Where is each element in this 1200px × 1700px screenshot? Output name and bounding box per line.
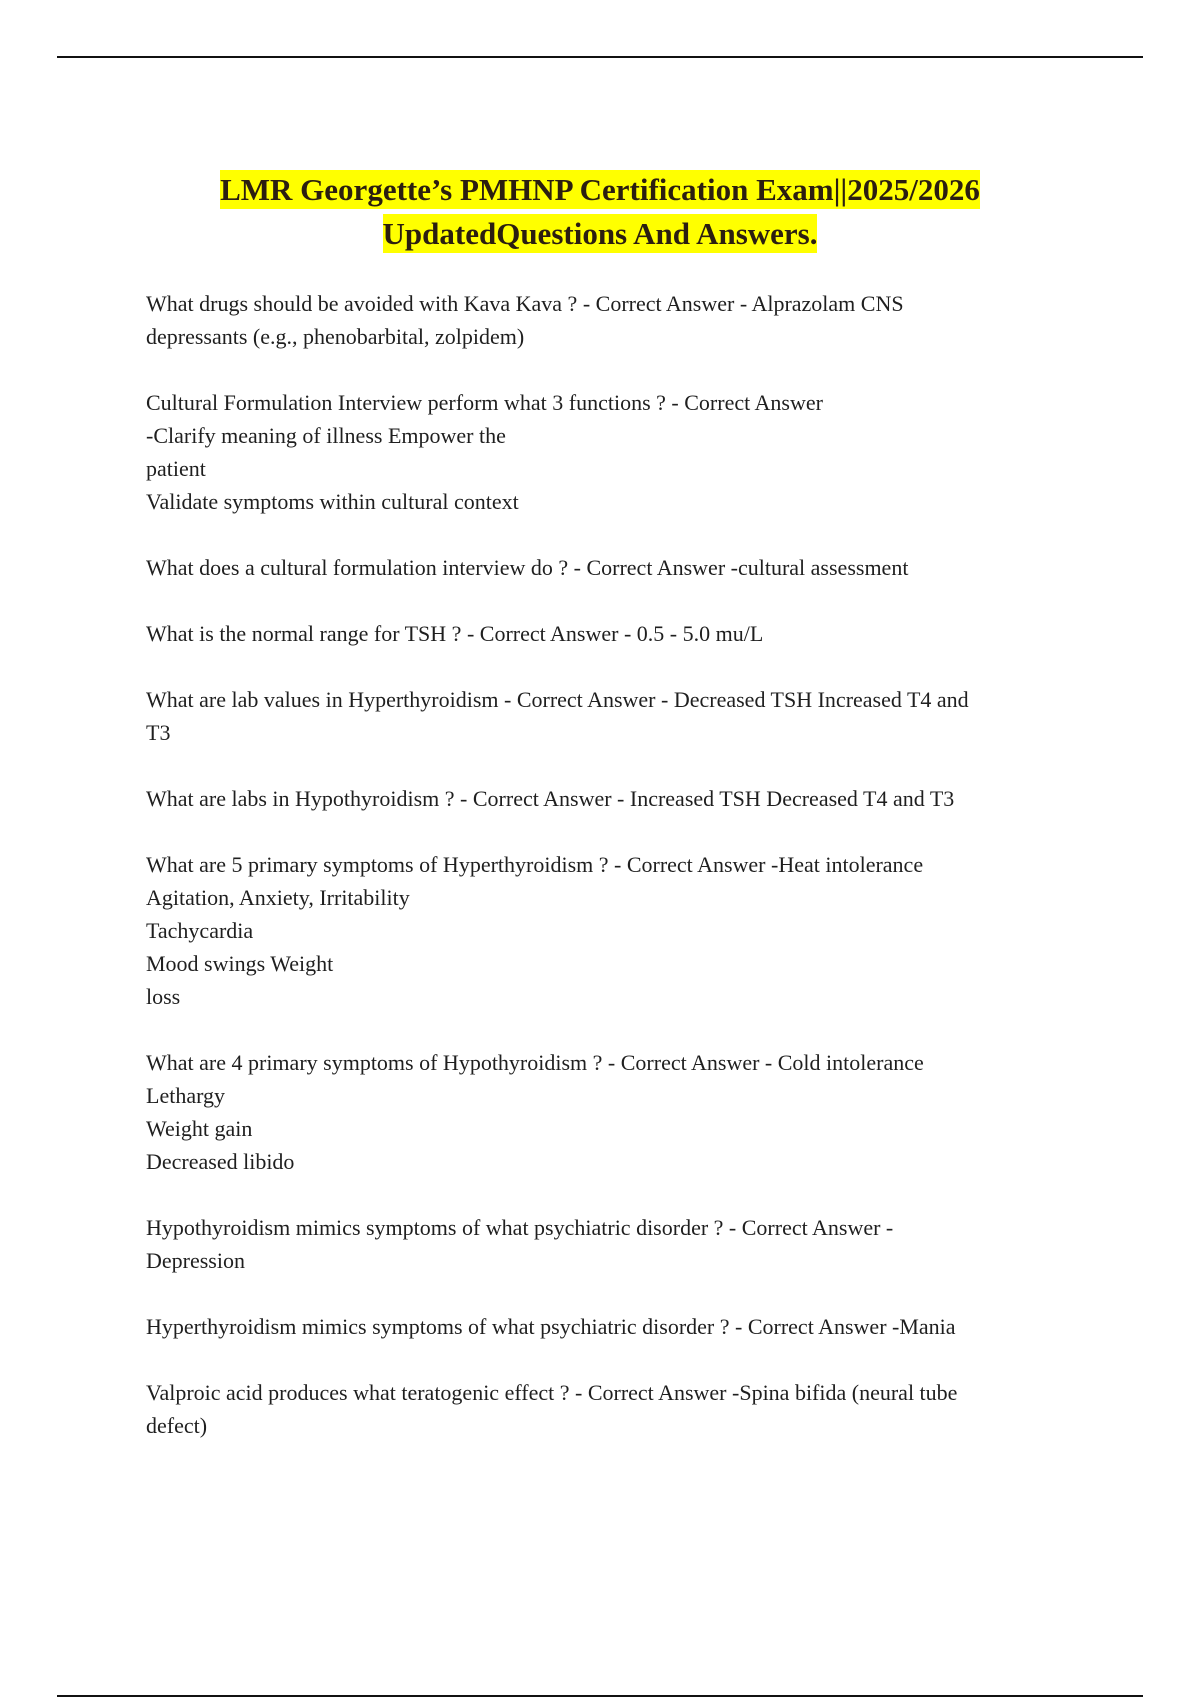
qa-line: T3 <box>146 720 171 745</box>
qa-line: What is the normal range for TSH ? - Correct Answer - 0.5 - 5.0 mu/L <box>146 621 764 646</box>
top-rule <box>57 56 1143 58</box>
qa-list <box>146 287 1086 1475</box>
qa-line: Weight gain <box>146 1116 253 1141</box>
qa-line: What are labs in Hypothyroidism ? - Correct Answer - Increased TSH Decreased T4 and T3 <box>146 786 955 811</box>
qa-line: Lethargy <box>146 1083 226 1108</box>
qa-item <box>146 683 1086 749</box>
qa-item <box>146 848 1086 1013</box>
qa-line: Cultural Formulation Interview perform what 3 functions ? - Correct Answer <box>146 390 823 415</box>
bottom-rule <box>57 1695 1143 1697</box>
qa-item <box>146 287 1086 353</box>
title-line-2: UpdatedQuestions And Answers. <box>382 216 818 251</box>
qa-item <box>146 1046 1086 1178</box>
qa-line: What are 4 primary symptoms of Hypothyroidism ? - Correct Answer - Cold intolerance <box>146 1050 924 1075</box>
qa-line: depressants (e.g., phenobarbital, zolpidem) <box>146 324 525 349</box>
document-title <box>100 168 1100 256</box>
qa-item <box>146 782 1086 815</box>
qa-line: What are lab values in Hyperthyroidism - Correct Answer - Decreased TSH Increased T4 and <box>146 687 969 712</box>
qa-line: What are 5 primary symptoms of Hyperthyroidism ? - Correct Answer -Heat intolerance <box>146 852 924 877</box>
qa-item <box>146 551 1086 584</box>
qa-line: loss <box>146 984 181 1009</box>
qa-line: defect) <box>146 1413 208 1438</box>
qa-line: Tachycardia <box>146 918 254 943</box>
title-line-1: LMR Georgette’s PMHNP Certification Exam||2025/2026 <box>220 172 980 207</box>
qa-item <box>146 1310 1086 1343</box>
qa-line: Depression <box>146 1248 245 1273</box>
qa-line: What does a cultural formulation interview do ? - Correct Answer -cultural assessment <box>146 555 909 580</box>
qa-line: Agitation, Anxiety, Irritability <box>146 885 410 910</box>
qa-item <box>146 1376 1086 1442</box>
qa-line: -Clarify meaning of illness Empower the <box>146 423 506 448</box>
qa-line: What drugs should be avoided with Kava Kava ? - Correct Answer - Alprazolam CNS <box>146 291 904 316</box>
qa-line: Valproic acid produces what teratogenic effect ? - Correct Answer -Spina bifida (neural tube <box>146 1380 958 1405</box>
qa-item <box>146 386 1086 518</box>
qa-line: Hyperthyroidism mimics symptoms of what psychiatric disorder ? - Correct Answer -Mania <box>146 1314 956 1339</box>
qa-item <box>146 617 1086 650</box>
qa-line: Mood swings Weight <box>146 951 334 976</box>
qa-line: Hypothyroidism mimics symptoms of what psychiatric disorder ? - Correct Answer - <box>146 1215 894 1240</box>
qa-line: patient <box>146 456 206 481</box>
qa-line: Decreased libido <box>146 1149 295 1174</box>
qa-line: Validate symptoms within cultural context <box>146 489 519 514</box>
qa-item <box>146 1211 1086 1277</box>
